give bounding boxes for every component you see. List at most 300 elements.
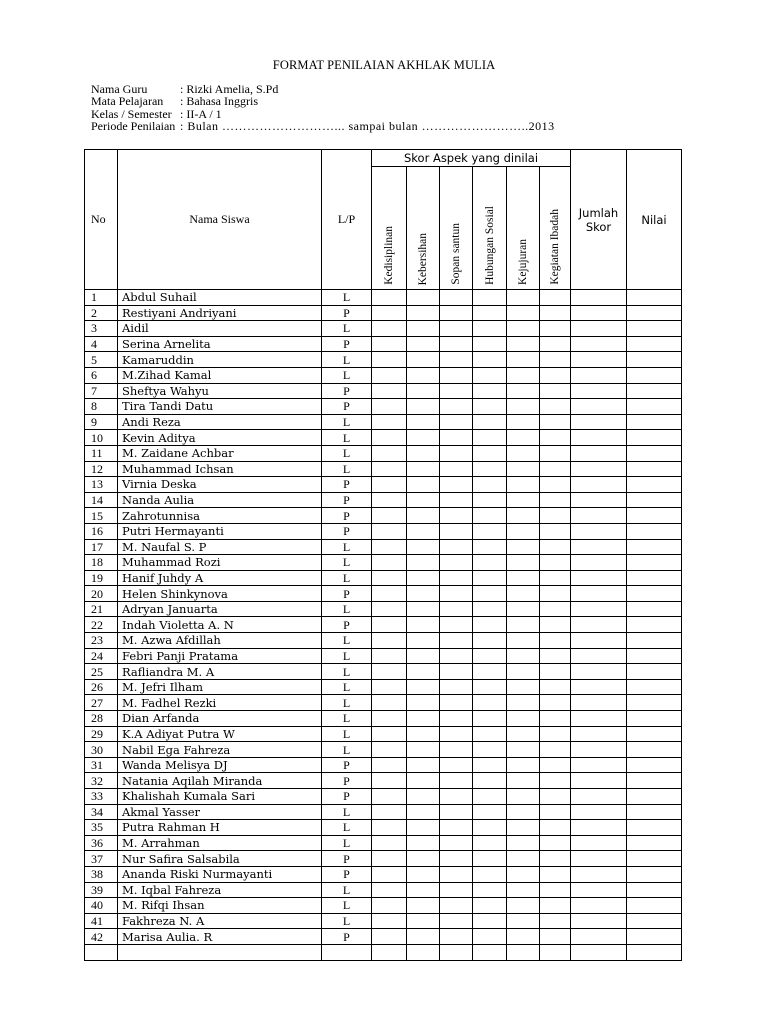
score-cell xyxy=(407,539,440,555)
grade-cell xyxy=(627,804,682,820)
student-name: Tira Tandi Datu xyxy=(118,399,322,415)
score-cell xyxy=(440,336,473,352)
student-gender: L xyxy=(322,414,372,430)
score-cell xyxy=(473,477,507,493)
score-cell xyxy=(540,804,571,820)
grade-cell xyxy=(627,648,682,664)
student-name: Ananda Riski Nurmayanti xyxy=(118,866,322,882)
score-cell xyxy=(473,399,507,415)
table-row xyxy=(85,477,682,493)
score-cell xyxy=(540,290,571,306)
student-name: Kevin Aditya xyxy=(118,430,322,446)
score-cell xyxy=(440,913,473,929)
table-row xyxy=(85,430,682,446)
table-row xyxy=(85,383,682,399)
score-cell xyxy=(440,679,473,695)
score-cell xyxy=(440,820,473,836)
score-cell xyxy=(507,383,540,399)
header-aspect-group: Skor Aspek yang dinilai xyxy=(372,150,571,167)
table-row xyxy=(85,367,682,383)
grade-cell xyxy=(627,321,682,337)
grade-cell xyxy=(627,290,682,306)
score-cell xyxy=(540,430,571,446)
student-name: Nur Safira Salsabila xyxy=(118,851,322,867)
score-cell xyxy=(440,711,473,727)
table-row xyxy=(85,882,682,898)
score-cell xyxy=(440,477,473,493)
table-row xyxy=(85,726,682,742)
score-cell xyxy=(507,648,540,664)
score-cell xyxy=(372,757,407,773)
score-cell xyxy=(540,305,571,321)
score-cell xyxy=(440,399,473,415)
grade-cell xyxy=(627,601,682,617)
row-number: 4 xyxy=(85,336,118,352)
form-title: FORMAT PENILAIAN AKHLAK MULIA xyxy=(272,58,496,72)
row-number: 42 xyxy=(85,929,118,945)
score-cell xyxy=(507,726,540,742)
total-score-cell xyxy=(571,383,627,399)
student-name: Serina Arnelita xyxy=(118,336,322,352)
row-number: 22 xyxy=(85,617,118,633)
row-number: 5 xyxy=(85,352,118,368)
table-row xyxy=(85,742,682,758)
row-number: 20 xyxy=(85,586,118,602)
total-score-cell xyxy=(571,851,627,867)
table-row xyxy=(85,352,682,368)
grade-cell xyxy=(627,898,682,914)
score-cell xyxy=(372,742,407,758)
student-gender: P xyxy=(322,399,372,415)
info-class-label: Kelas / Semester xyxy=(91,106,172,121)
student-gender: L xyxy=(322,664,372,680)
score-cell xyxy=(507,586,540,602)
row-number: 40 xyxy=(85,898,118,914)
table-row xyxy=(85,679,682,695)
score-cell xyxy=(407,570,440,586)
score-cell xyxy=(440,835,473,851)
student-name: K.A Adiyat Putra W xyxy=(118,726,322,742)
score-cell xyxy=(507,445,540,461)
score-cell xyxy=(440,539,473,555)
score-cell xyxy=(473,898,507,914)
score-cell xyxy=(440,617,473,633)
grade-cell xyxy=(627,944,682,960)
score-cell xyxy=(473,633,507,649)
table-row xyxy=(85,336,682,352)
student-name: M. Fadhel Rezki xyxy=(118,695,322,711)
student-name: Marisa Aulia. R xyxy=(118,929,322,945)
student-name: Sheftya Wahyu xyxy=(118,383,322,399)
score-cell xyxy=(507,555,540,571)
score-cell xyxy=(372,321,407,337)
score-cell xyxy=(540,773,571,789)
row-number: 36 xyxy=(85,835,118,851)
score-cell xyxy=(473,773,507,789)
row-number: 21 xyxy=(85,601,118,617)
score-cell xyxy=(372,726,407,742)
score-cell xyxy=(407,617,440,633)
table-row xyxy=(85,617,682,633)
student-name: Natania Aqilah Miranda xyxy=(118,773,322,789)
table-body xyxy=(85,290,682,961)
score-cell xyxy=(440,430,473,446)
score-cell xyxy=(507,352,540,368)
score-cell xyxy=(440,352,473,368)
score-cell xyxy=(407,742,440,758)
score-cell xyxy=(440,601,473,617)
score-cell xyxy=(473,445,507,461)
score-cell xyxy=(473,383,507,399)
score-cell xyxy=(507,679,540,695)
student-gender: L xyxy=(322,290,372,306)
score-cell xyxy=(507,944,540,960)
score-cell xyxy=(440,305,473,321)
score-cell xyxy=(540,555,571,571)
score-cell xyxy=(540,414,571,430)
score-cell xyxy=(507,913,540,929)
student-name: Febri Panji Pratama xyxy=(118,648,322,664)
score-cell xyxy=(372,383,407,399)
score-cell xyxy=(372,586,407,602)
student-name: Indah Violetta A. N xyxy=(118,617,322,633)
row-number xyxy=(85,944,118,960)
score-cell xyxy=(372,851,407,867)
row-number: 23 xyxy=(85,633,118,649)
student-name: Restiyani Andriyani xyxy=(118,305,322,321)
score-cell xyxy=(372,944,407,960)
total-score-cell xyxy=(571,820,627,836)
table-row xyxy=(85,664,682,680)
score-cell xyxy=(407,757,440,773)
score-cell xyxy=(473,913,507,929)
row-number: 37 xyxy=(85,851,118,867)
score-cell xyxy=(473,866,507,882)
grade-cell xyxy=(627,461,682,477)
student-gender: L xyxy=(322,804,372,820)
student-name xyxy=(118,944,322,960)
student-gender: L xyxy=(322,711,372,727)
score-cell xyxy=(540,695,571,711)
score-cell xyxy=(507,305,540,321)
header-aspect-cleanliness-label: Kebersihan xyxy=(417,232,429,285)
score-cell xyxy=(507,929,540,945)
row-number: 11 xyxy=(85,445,118,461)
score-cell xyxy=(507,851,540,867)
score-cell xyxy=(372,898,407,914)
score-cell xyxy=(507,601,540,617)
header-aspect-politeness xyxy=(440,167,473,290)
student-name: Dian Arfanda xyxy=(118,711,322,727)
student-gender xyxy=(322,944,372,960)
score-cell xyxy=(440,773,473,789)
score-cell xyxy=(440,445,473,461)
table-row xyxy=(85,648,682,664)
info-teacher-value: : Rizki Amelia, S.Pd xyxy=(180,82,279,96)
table-row xyxy=(85,851,682,867)
student-gender: P xyxy=(322,617,372,633)
score-cell xyxy=(473,882,507,898)
grade-cell xyxy=(627,695,682,711)
score-cell xyxy=(372,523,407,539)
row-number: 33 xyxy=(85,789,118,805)
score-cell xyxy=(507,882,540,898)
total-score-cell xyxy=(571,882,627,898)
row-number: 16 xyxy=(85,523,118,539)
total-score-cell xyxy=(571,757,627,773)
total-score-cell xyxy=(571,430,627,446)
student-name: Putri Hermayanti xyxy=(118,523,322,539)
table-row xyxy=(85,866,682,882)
grade-cell xyxy=(627,773,682,789)
student-gender: L xyxy=(322,898,372,914)
student-gender: L xyxy=(322,633,372,649)
total-score-cell xyxy=(571,835,627,851)
score-cell xyxy=(407,414,440,430)
grade-cell xyxy=(627,430,682,446)
table-row xyxy=(85,445,682,461)
score-cell xyxy=(540,367,571,383)
table-row xyxy=(85,508,682,524)
score-cell xyxy=(540,352,571,368)
student-gender: L xyxy=(322,352,372,368)
score-cell xyxy=(372,664,407,680)
score-cell xyxy=(507,617,540,633)
grade-cell xyxy=(627,492,682,508)
score-cell xyxy=(407,492,440,508)
student-gender: P xyxy=(322,523,372,539)
table-row xyxy=(85,601,682,617)
table-row xyxy=(85,290,682,306)
row-number: 25 xyxy=(85,664,118,680)
score-cell xyxy=(372,679,407,695)
score-cell xyxy=(473,648,507,664)
score-cell xyxy=(540,570,571,586)
student-gender: L xyxy=(322,601,372,617)
row-number: 8 xyxy=(85,399,118,415)
header-aspect-social xyxy=(473,167,507,290)
score-cell xyxy=(540,913,571,929)
score-cell xyxy=(540,461,571,477)
total-score-cell xyxy=(571,477,627,493)
total-score-cell xyxy=(571,679,627,695)
table-row xyxy=(85,913,682,929)
score-cell xyxy=(473,539,507,555)
student-gender: P xyxy=(322,773,372,789)
student-name: Andi Reza xyxy=(118,414,322,430)
score-cell xyxy=(372,711,407,727)
row-number: 9 xyxy=(85,414,118,430)
student-gender: L xyxy=(322,835,372,851)
score-cell xyxy=(507,461,540,477)
score-cell xyxy=(372,445,407,461)
total-score-cell xyxy=(571,321,627,337)
score-cell xyxy=(473,929,507,945)
student-gender: L xyxy=(322,539,372,555)
score-cell xyxy=(407,882,440,898)
student-name: Muhammad Rozi xyxy=(118,555,322,571)
student-gender: L xyxy=(322,445,372,461)
row-number: 2 xyxy=(85,305,118,321)
student-gender: L xyxy=(322,648,372,664)
grade-cell xyxy=(627,929,682,945)
score-cell xyxy=(407,586,440,602)
student-name: M. Iqbal Fahreza xyxy=(118,882,322,898)
student-name: M.Zihad Kamal xyxy=(118,367,322,383)
score-cell xyxy=(440,461,473,477)
score-cell xyxy=(473,679,507,695)
score-cell xyxy=(473,617,507,633)
total-score-cell xyxy=(571,742,627,758)
total-score-cell xyxy=(571,789,627,805)
score-cell xyxy=(540,820,571,836)
score-cell xyxy=(507,866,540,882)
score-cell xyxy=(407,648,440,664)
student-gender: L xyxy=(322,820,372,836)
grade-cell xyxy=(627,399,682,415)
total-score-cell xyxy=(571,539,627,555)
student-name: M. Zaidane Achbar xyxy=(118,445,322,461)
score-cell xyxy=(407,523,440,539)
score-cell xyxy=(407,367,440,383)
student-gender: L xyxy=(322,321,372,337)
row-number: 41 xyxy=(85,913,118,929)
score-cell xyxy=(473,290,507,306)
form-info xyxy=(91,83,555,132)
student-gender: P xyxy=(322,586,372,602)
row-number: 1 xyxy=(85,290,118,306)
header-total: Jumlah Skor xyxy=(571,150,627,290)
score-cell xyxy=(407,835,440,851)
score-cell xyxy=(473,804,507,820)
student-gender: L xyxy=(322,461,372,477)
score-cell xyxy=(473,835,507,851)
score-cell xyxy=(440,726,473,742)
student-gender: P xyxy=(322,492,372,508)
total-score-cell xyxy=(571,336,627,352)
score-cell xyxy=(440,789,473,805)
total-score-cell xyxy=(571,601,627,617)
student-gender: P xyxy=(322,305,372,321)
header-aspect-worship xyxy=(540,167,571,290)
score-cell xyxy=(407,679,440,695)
score-cell xyxy=(407,430,440,446)
score-cell xyxy=(540,711,571,727)
score-cell xyxy=(440,492,473,508)
header-no: No xyxy=(85,150,118,290)
grade-cell xyxy=(627,726,682,742)
student-name: Rafliandra M. A xyxy=(118,664,322,680)
score-cell xyxy=(540,321,571,337)
student-gender: L xyxy=(322,570,372,586)
total-score-cell xyxy=(571,399,627,415)
score-cell xyxy=(507,492,540,508)
score-cell xyxy=(507,321,540,337)
student-name: M. Naufal S. P xyxy=(118,539,322,555)
total-score-cell xyxy=(571,586,627,602)
score-cell xyxy=(507,570,540,586)
score-cell xyxy=(540,757,571,773)
score-cell xyxy=(372,773,407,789)
student-gender: L xyxy=(322,555,372,571)
row-number: 31 xyxy=(85,757,118,773)
row-number: 29 xyxy=(85,726,118,742)
header-aspect-politeness-label: Sopan santun xyxy=(450,223,462,285)
score-cell xyxy=(473,336,507,352)
score-cell xyxy=(407,321,440,337)
score-cell xyxy=(507,290,540,306)
table-row xyxy=(85,523,682,539)
score-cell xyxy=(372,695,407,711)
student-gender: P xyxy=(322,789,372,805)
table-row xyxy=(85,321,682,337)
grade-cell xyxy=(627,664,682,680)
student-name: Zahrotunnisa xyxy=(118,508,322,524)
score-cell xyxy=(372,352,407,368)
score-cell xyxy=(507,820,540,836)
score-cell xyxy=(440,367,473,383)
header-name: Nama Siswa xyxy=(118,150,322,290)
total-score-cell xyxy=(571,633,627,649)
score-cell xyxy=(407,851,440,867)
header-aspect-honesty-label: Kejujuran xyxy=(517,239,529,285)
score-cell xyxy=(372,414,407,430)
table-row xyxy=(85,570,682,586)
score-cell xyxy=(473,695,507,711)
score-cell xyxy=(473,851,507,867)
table-row xyxy=(85,929,682,945)
student-gender: P xyxy=(322,383,372,399)
score-cell xyxy=(407,773,440,789)
score-cell xyxy=(407,711,440,727)
score-cell xyxy=(440,586,473,602)
score-cell xyxy=(372,555,407,571)
score-cell xyxy=(440,664,473,680)
score-cell xyxy=(540,789,571,805)
assessment-table xyxy=(84,149,682,961)
score-cell xyxy=(473,820,507,836)
score-cell xyxy=(507,804,540,820)
score-cell xyxy=(540,586,571,602)
total-score-cell xyxy=(571,508,627,524)
score-cell xyxy=(372,336,407,352)
header-aspect-discipline-label: Kedisiplinan xyxy=(383,226,395,285)
table-row xyxy=(85,773,682,789)
score-cell xyxy=(540,866,571,882)
table-row xyxy=(85,539,682,555)
score-cell xyxy=(372,290,407,306)
score-cell xyxy=(440,508,473,524)
table-row xyxy=(85,399,682,415)
score-cell xyxy=(440,290,473,306)
score-cell xyxy=(407,944,440,960)
grade-cell xyxy=(627,570,682,586)
score-cell xyxy=(440,383,473,399)
score-cell xyxy=(407,929,440,945)
score-cell xyxy=(540,835,571,851)
row-number: 35 xyxy=(85,820,118,836)
total-score-cell xyxy=(571,492,627,508)
grade-cell xyxy=(627,539,682,555)
score-cell xyxy=(440,742,473,758)
score-cell xyxy=(540,383,571,399)
score-cell xyxy=(372,367,407,383)
table-row xyxy=(85,804,682,820)
score-cell xyxy=(440,866,473,882)
total-score-cell xyxy=(571,305,627,321)
table-row xyxy=(85,695,682,711)
score-cell xyxy=(473,711,507,727)
